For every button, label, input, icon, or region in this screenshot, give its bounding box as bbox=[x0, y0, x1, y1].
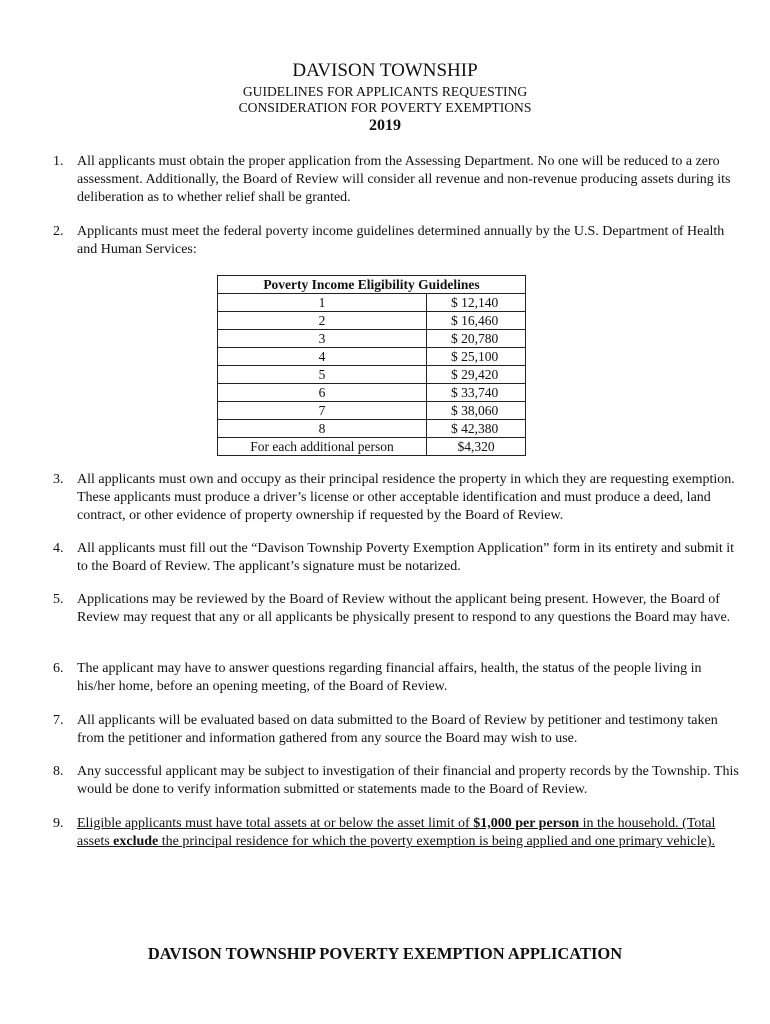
item-number: 9. bbox=[53, 816, 64, 831]
item-text: Any successful applicant may be subject to investigation of their financial and property records by the Township. This would be done to verify information submitted or statements made to the Board of Review. bbox=[77, 764, 739, 797]
item-number: 8. bbox=[53, 764, 64, 779]
guideline-item-7 bbox=[53, 712, 743, 748]
item-number: 6. bbox=[53, 661, 64, 676]
document-title: DAVISON TOWNSHIP bbox=[292, 60, 478, 81]
asset-limit-emphasis: $1,000 per person bbox=[473, 816, 580, 831]
household-size: 1 bbox=[218, 294, 427, 312]
income-limit: $ 25,100 bbox=[427, 348, 526, 366]
exclude-emphasis: exclude bbox=[113, 834, 159, 849]
table-row bbox=[218, 438, 526, 456]
table-row bbox=[218, 312, 526, 330]
table-row bbox=[218, 348, 526, 366]
income-limit: $4,320 bbox=[427, 438, 526, 456]
income-limit: $ 12,140 bbox=[427, 294, 526, 312]
poverty-income-table bbox=[217, 275, 526, 456]
item-text: All applicants must obtain the proper application from the Assessing Department. No one will be reduced to a zero assessment. Additionally, the Board of Review will consider all revenue and non-revenue producing assets during its deliberation as to whether relief shall be granted. bbox=[77, 154, 731, 205]
item9-part-3: the principal residence for which the poverty exemption is being applied and one primary vehicle). bbox=[158, 834, 715, 849]
subtitle-line-1: GUIDELINES FOR APPLICANTS REQUESTING bbox=[242, 84, 528, 99]
subtitle-line-2: CONSIDERATION FOR POVERTY EXEMPTIONS bbox=[238, 100, 532, 115]
table-row bbox=[218, 420, 526, 438]
guideline-item-6 bbox=[53, 660, 743, 696]
guideline-item-5 bbox=[53, 591, 743, 627]
item-number: 3. bbox=[53, 472, 64, 487]
household-size: For each additional person bbox=[218, 438, 427, 456]
guideline-item-8 bbox=[53, 763, 743, 799]
item9-part-2: in the household. (Total assets bbox=[77, 816, 716, 849]
guideline-item-2 bbox=[53, 223, 743, 259]
guideline-item-4 bbox=[53, 540, 743, 576]
income-limit: $ 29,420 bbox=[427, 366, 526, 384]
income-limit: $ 20,780 bbox=[427, 330, 526, 348]
household-size: 3 bbox=[218, 330, 427, 348]
table-row bbox=[218, 330, 526, 348]
household-size: 5 bbox=[218, 366, 427, 384]
item-number: 4. bbox=[53, 541, 64, 556]
table-header: Poverty Income Eligibility Guidelines bbox=[218, 276, 526, 294]
income-limit: $ 42,380 bbox=[427, 420, 526, 438]
household-size: 2 bbox=[218, 312, 427, 330]
item9-part-1: Eligible applicants must have total assets at or below the asset limit of bbox=[77, 816, 474, 831]
household-size: 6 bbox=[218, 384, 427, 402]
table-row bbox=[218, 294, 526, 312]
item-text: Applicants must meet the federal poverty income guidelines determined annually by the U.S. Department of Health and Human Services: bbox=[77, 224, 725, 257]
guideline-item-9 bbox=[53, 815, 743, 851]
document-year: 2019 bbox=[369, 117, 401, 134]
income-limit: $ 38,060 bbox=[427, 402, 526, 420]
household-size: 8 bbox=[218, 420, 427, 438]
item-text: The applicant may have to answer questions regarding financial affairs, health, the status of the people living in his/her home, before an opening meeting, of the Board of Review. bbox=[77, 661, 702, 694]
income-limit: $ 16,460 bbox=[427, 312, 526, 330]
item-text: All applicants will be evaluated based on data submitted to the Board of Review by petitioner and testimony taken from the petitioner and information gathered from any source the Board may wish to use. bbox=[77, 713, 718, 746]
household-size: 4 bbox=[218, 348, 427, 366]
household-size: 7 bbox=[218, 402, 427, 420]
guideline-item-3 bbox=[53, 471, 743, 525]
table-row bbox=[218, 402, 526, 420]
item-number: 7. bbox=[53, 713, 64, 728]
item-text bbox=[77, 815, 743, 851]
item-number: 5. bbox=[53, 592, 64, 607]
guideline-item-1 bbox=[53, 153, 743, 207]
item-number: 1. bbox=[53, 154, 64, 169]
income-limit: $ 33,740 bbox=[427, 384, 526, 402]
application-title: DAVISON TOWNSHIP POVERTY EXEMPTION APPLICATION bbox=[147, 944, 623, 963]
table-row bbox=[218, 384, 526, 402]
item-text: Applications may be reviewed by the Board of Review without the applicant being present. However, the Board of Review may request that any or all applicants be physically present to respond to any questions the Board may have. bbox=[77, 592, 731, 625]
item-text: All applicants must fill out the “Davison Township Poverty Exemption Application” form in its entirety and submit it to the Board of Review. The applicant’s signature must be notarized. bbox=[77, 541, 735, 574]
item-text: All applicants must own and occupy as their principal residence the property in which they are requesting exemption. These applicants must produce a driver’s license or other acceptable identification and must produce a deed, land contract, or other evidence of property ownership if requested by the Board of Review. bbox=[77, 472, 735, 523]
table-row bbox=[218, 366, 526, 384]
item-number: 2. bbox=[53, 224, 64, 239]
